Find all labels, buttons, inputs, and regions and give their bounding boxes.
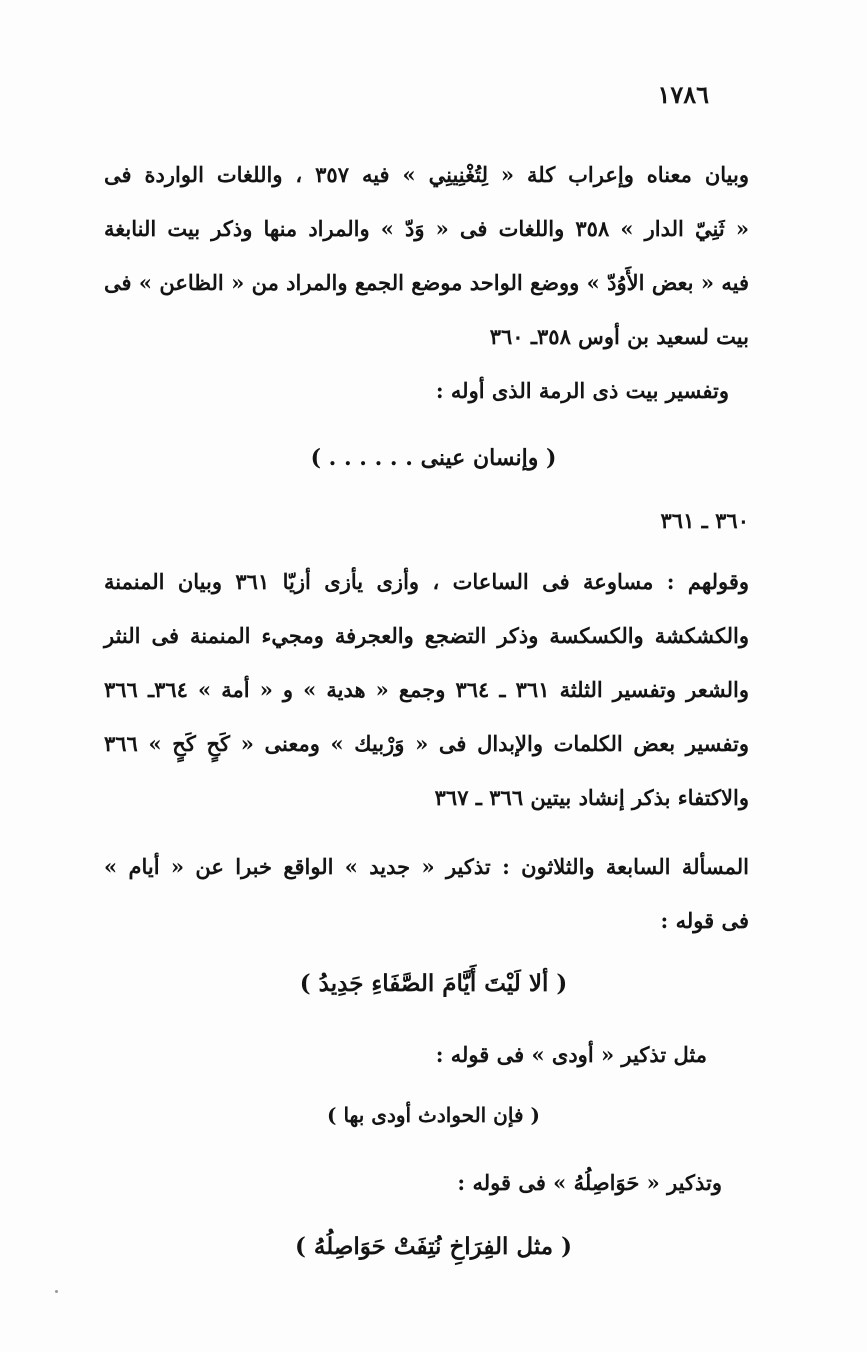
tafsir-line: وتفسير بيت ذى الرمة الذى أوله : (435, 378, 729, 403)
paragraph-line: والاكتفاء بذكر إنشاد بيتين ٣٦٦ ـ ٣٦٧ (434, 785, 749, 810)
page-number: ١٧٨٦ (657, 80, 709, 109)
question-37 (104, 840, 749, 948)
paragraph-line: وتفسير بعض الكلمات والإبدال فى « وَرْبيك » ومعنى « كَحٍ كَحٍ » ٣٦٦ (104, 731, 749, 756)
verse-2: ( ألا لَيْتَ أَيَّامَ الصَّفَاءِ جَدِيدُ ) (299, 970, 568, 997)
verse-3: ( فإن الحوادث أودى بها ) (327, 1103, 540, 1127)
index-paragraph-2 (104, 555, 749, 825)
paragraph-line: المسألة السابعة والثلاثون : تذكير « جديد » الواقع خبرا عن « أيام » (104, 854, 749, 879)
index-paragraph-1 (104, 148, 749, 364)
verse-4: ( مثل الفِرَاخِ نُتِفَتْ حَوَاصِلُهُ ) (295, 1233, 572, 1260)
paragraph-line: فيه « بعض الأَوُدّ » ووضع الواحد موضع الجمع والمراد من « الظاعن » فى (104, 270, 749, 295)
paragraph-line: وقولهم : مساوعة فى الساعات ، وأزى يأزى أزيّا ٣٦١ وبيان المنمنة (104, 569, 750, 594)
mithl-line: مثل تذكير « أودى » فى قوله : (435, 1042, 707, 1067)
verse-1: ( وإنسان عينى . . . . . . ) (310, 445, 557, 471)
paragraph-line: بيت لسعيد بن أوس ٣٥٨ـ ٣٦٠ (489, 324, 749, 349)
paragraph-line: فى قوله : (660, 908, 749, 933)
paragraph-line: والشعر وتفسير الثلثة ٣٦١ ـ ٣٦٤ وجمع « هدية » و « أمة » ٣٦٤ـ ٣٦٦ (104, 677, 749, 702)
paragraph-line: « ثَنِيّ الدار » ٣٥٨ واللغات فى « وَدّ » والمراد منها وذكر بيت النابغة (104, 216, 749, 241)
tadhkir-line: وتذكير « حَوَاصِلُهُ » فى قوله : (457, 1170, 722, 1195)
paragraph-line: والكشكشة والكسكسة وذكر التضجع والعجرفة ومجيء المنمنة فى النثر (104, 623, 749, 648)
page-range: ٣٦٠ ـ ٣٦١ (660, 508, 749, 533)
page-speck (55, 1290, 58, 1293)
paragraph-line: وبيان معناه وإعراب كلة « لِتُغْنِينِي » فيه ٣٥٧ ، واللغات الواردة فى (104, 162, 750, 187)
